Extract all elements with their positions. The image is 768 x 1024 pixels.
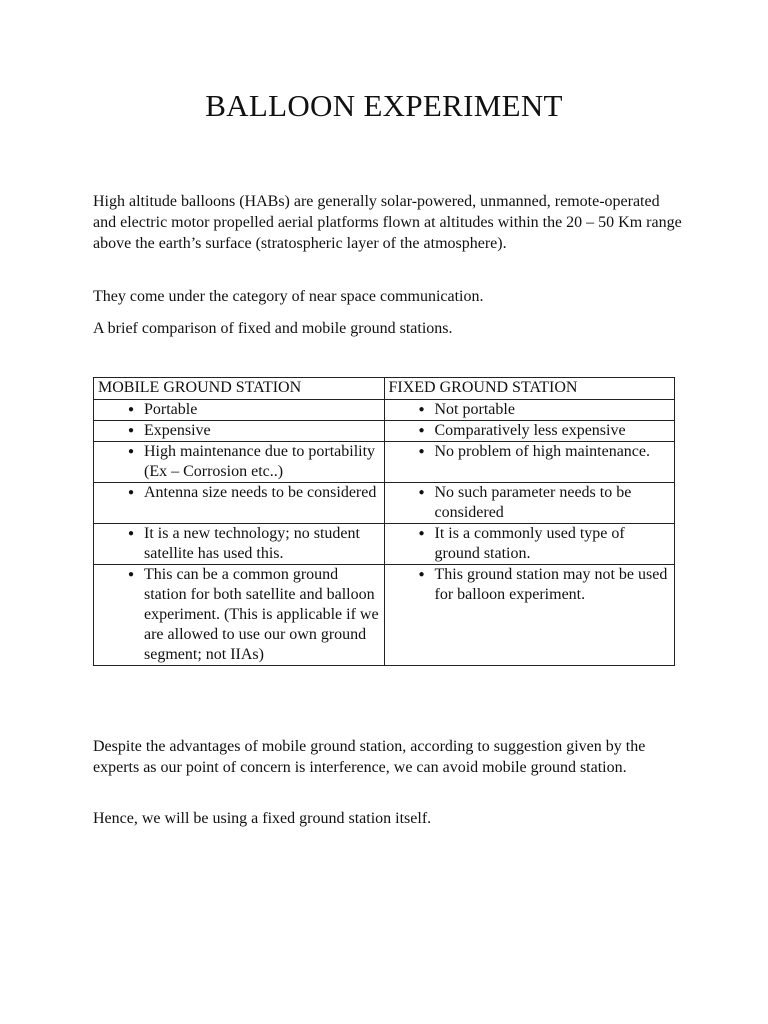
cell-text: Portable [144, 401, 198, 418]
header-fixed: FIXED GROUND STATION [384, 378, 675, 400]
table-cell-fixed [384, 565, 675, 666]
bullet-icon: ● [127, 446, 134, 457]
table-cell-fixed [384, 483, 675, 524]
comparison-table [93, 377, 675, 666]
cell-text: It is a commonly used type of ground station. [434, 525, 625, 562]
bullet-icon: ● [418, 487, 425, 498]
header-mobile: MOBILE GROUND STATION [94, 378, 385, 400]
category-paragraph: They come under the category of near space communication. [93, 288, 484, 305]
table-cell-mobile [94, 421, 385, 442]
cell-text: It is a new technology; no student satellite has used this. [144, 525, 360, 562]
cell-text: No such parameter needs to be considered [434, 484, 632, 521]
cell-text: This ground station may not be used for balloon experiment. [434, 566, 668, 603]
table-cell-mobile [94, 442, 385, 483]
bullet-icon: ● [418, 404, 425, 415]
cell-text: Antenna size needs to be considered [144, 484, 377, 501]
bullet-icon: ● [418, 425, 425, 436]
cell-text: This can be a common ground station for both satellite and balloon experiment. (This is applicable if we are allowed to use our own ground segment; not IIAs) [144, 566, 379, 663]
table-cell-fixed [384, 421, 675, 442]
cell-text: No problem of high maintenance. [434, 443, 650, 460]
table-row [94, 524, 675, 565]
bullet-icon: ● [418, 446, 425, 457]
document-title: BALLOON EXPERIMENT [205, 88, 563, 123]
bullet-icon: ● [127, 404, 134, 415]
bullet-icon: ● [418, 528, 425, 539]
table-cell-mobile [94, 565, 385, 666]
bullet-icon: ● [127, 528, 134, 539]
intro-paragraph: High altitude balloons (HABs) are generally solar-powered, unmanned, remote-operated and electric motor propelled aerial platforms flown at altitudes within the 20 – 50 Km range above the earth’s surface (stratospheric layer of the atmosphere). [93, 193, 682, 252]
conclusion-paragraph: Despite the advantages of mobile ground station, according to suggestion given by the experts as our point of concern is interference, we can avoid mobile ground station. [93, 738, 646, 776]
cell-text: High maintenance due to portability (Ex – Corrosion etc..) [144, 443, 376, 480]
table-row [94, 442, 675, 483]
decision-paragraph: Hence, we will be using a fixed ground station itself. [93, 810, 432, 827]
bullet-icon: ● [127, 569, 134, 580]
table-cell-fixed [384, 400, 675, 421]
table-cell-mobile [94, 524, 385, 565]
table-row [94, 565, 675, 666]
table-row [94, 400, 675, 421]
comparison-intro-paragraph: A brief comparison of fixed and mobile ground stations. [93, 320, 453, 337]
table-cell-mobile [94, 483, 385, 524]
table-header-row [94, 378, 675, 400]
table-cell-fixed [384, 524, 675, 565]
bullet-icon: ● [127, 487, 134, 498]
cell-text: Expensive [144, 422, 211, 439]
cell-text: Not portable [434, 401, 515, 418]
table-cell-fixed [384, 442, 675, 483]
bullet-icon: ● [418, 569, 425, 580]
bullet-icon: ● [127, 425, 134, 436]
cell-text: Comparatively less expensive [434, 422, 626, 439]
table-cell-mobile [94, 400, 385, 421]
table-row [94, 421, 675, 442]
table-row [94, 483, 675, 524]
